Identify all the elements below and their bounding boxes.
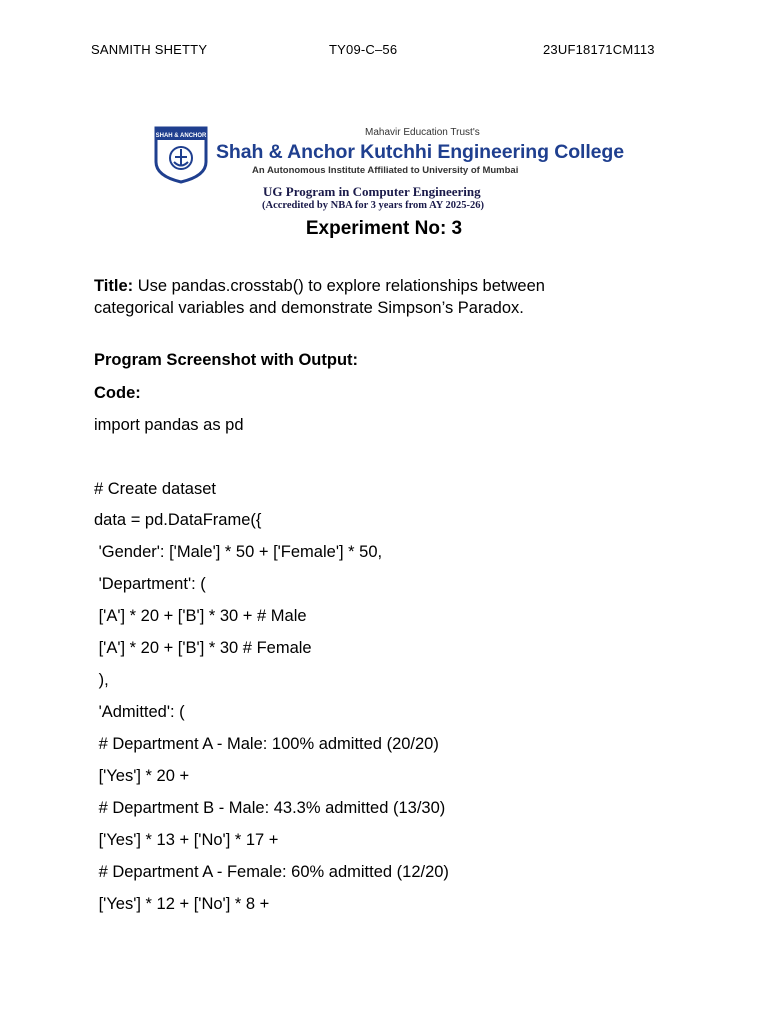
code-line: ['A'] * 20 + ['B'] * 30 # Female [94,639,312,657]
title-text: Use pandas.crosstab() to explore relationships between categorical variables and demonstrate Simpson’s Paradox. [94,277,545,317]
code-line: 'Department': ( [94,575,206,593]
program-screenshot-heading: Program Screenshot with Output: [94,351,359,369]
college-letterhead [152,122,624,214]
code-line: ['A'] * 20 + ['B'] * 30 + # Male [94,607,307,625]
code-line: ['Yes'] * 20 + [94,767,190,785]
code-line: import pandas as pd [94,416,244,434]
code-line: ), [94,671,109,689]
college-emblem-icon [152,124,210,184]
code-line: # Department A - Male: 100% admitted (20/20) [94,735,439,753]
accreditation-note: (Accredited by NBA for 3 years from AY 2025-26) [262,200,485,211]
code-line: ['Yes'] * 13 + ['No'] * 17 + [94,831,279,849]
experiment-heading: Experiment No: 3 [305,218,463,239]
code-line: 'Gender': ['Male'] * 50 + ['Female'] * 50, [94,543,383,561]
program-name: UG Program in Computer Engineering [263,184,481,199]
header-student-id: 23UF18171CM113 [543,42,655,57]
code-line: 'Admitted': ( [94,703,185,721]
code-line: ['Yes'] * 12 + ['No'] * 8 + [94,895,270,913]
college-name: Shah & Anchor Kutchhi Engineering College [216,141,624,163]
header-student-name: SANMITH SHETTY [91,42,208,57]
code-line: # Create dataset [94,480,216,498]
code-line: data = pd.DataFrame({ [94,511,262,529]
code-line: # Department B - Male: 43.3% admitted (13/30) [94,799,446,817]
trust-name: Mahavir Education Trust's [365,127,480,138]
title-label: Title: [94,277,134,295]
emblem-label: SHAH & ANCHOR [155,133,207,139]
college-tagline: An Autonomous Institute Affiliated to University of Mumbai [252,165,519,176]
code-line: # Department A - Female: 60% admitted (12/20) [94,863,449,881]
header-roll-number: TY09-C–56 [329,42,398,57]
experiment-title [94,276,614,319]
code-heading: Code: [94,384,141,402]
